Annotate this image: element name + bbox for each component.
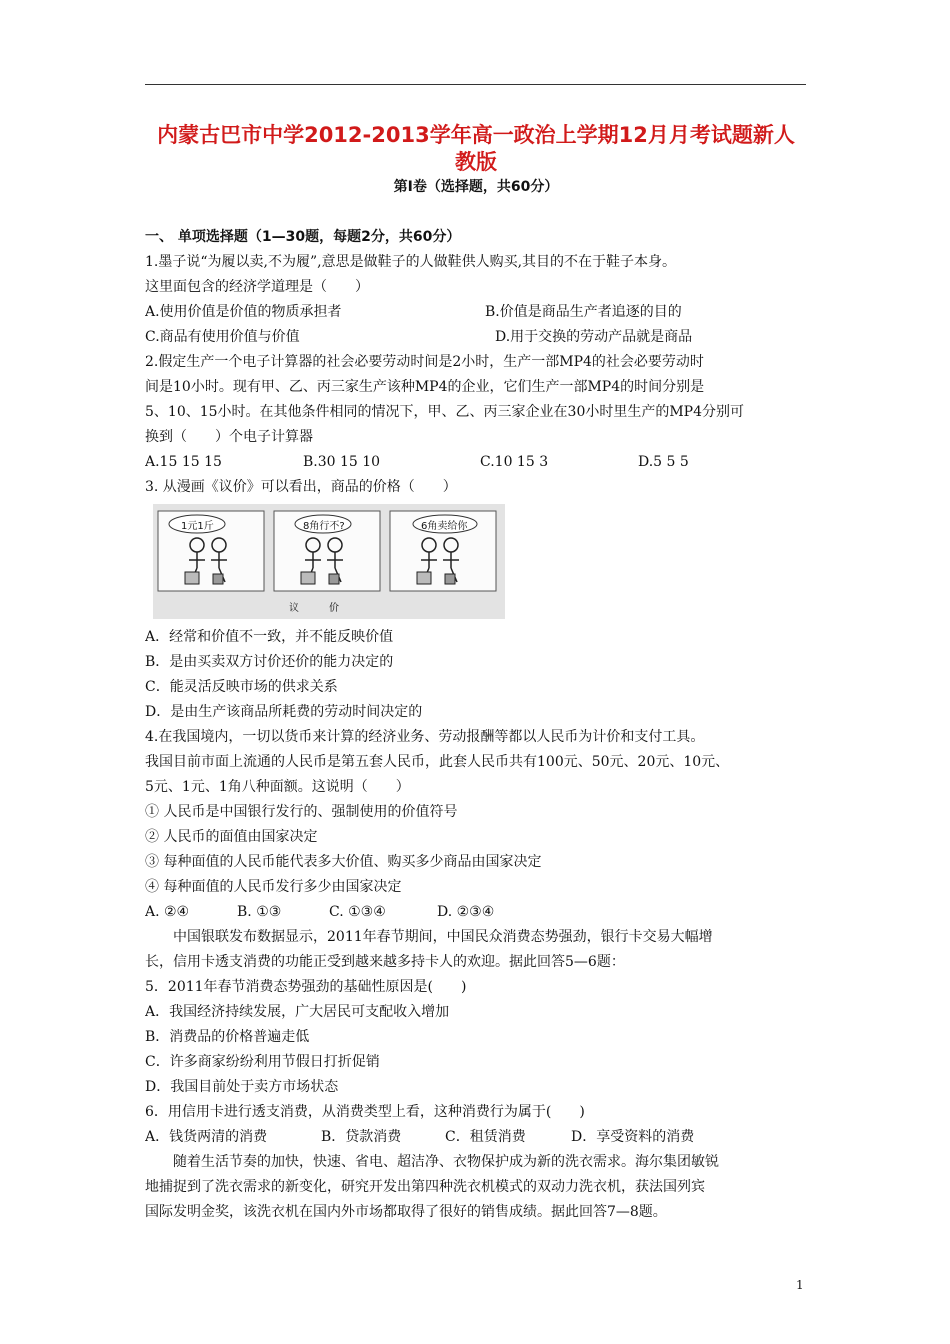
q6-option-d: D．享受资料的消费: [571, 1129, 695, 1145]
q1-option-a: A.使用价值是价值的物质承担者: [145, 304, 342, 320]
q3-stem: 3. 从漫画《议价》可以看出，商品的价格（ ）: [145, 479, 457, 495]
passage2-line-3: 国际发明金奖，该洗衣机在国内外市场都取得了很好的销售成绩。据此回答7—8题。: [145, 1204, 667, 1220]
q4-item-2: ② 人民币的面值由国家决定: [145, 829, 318, 845]
q4-item-3: ③ 每种面值的人民币能代表多大价值、购买多少商品由国家决定: [145, 854, 542, 870]
cartoon-caption: 议价: [289, 603, 369, 614]
passage1-line-1: 中国银联发布数据显示，2011年春节期间，中国民众消费态势强劲，银行卡交易大幅增: [173, 929, 713, 945]
cartoon-panel-3: [389, 510, 497, 592]
cartoon-panel-1: [157, 510, 265, 592]
question-1: [145, 250, 810, 350]
question-2: [145, 350, 810, 475]
question-5: [145, 975, 810, 1100]
q4-option-b: B. ①③: [237, 904, 282, 920]
q4-stem-line-3: 5元、1元、1角八种面额。这说明（ ）: [145, 779, 410, 795]
q1-option-b: B.价值是商品生产者追逐的目的: [485, 304, 682, 320]
q2-stem-line-3: 5、10、15小时。在其他条件相同的情况下，甲、乙、丙三家企业在30小时里生产的MP4分别可: [145, 404, 745, 420]
q2-stem-line-2: 间是10小时。现有甲、乙、丙三家生产该种MP4的企业，它们生产一部MP4的时间分别是: [145, 379, 705, 395]
q2-stem-line-4: 换到（ ）个电子计算器: [145, 429, 313, 445]
q6-option-a: A．钱货两清的消费: [145, 1129, 268, 1145]
q5-stem: 5．2011年春节消费态势强劲的基础性原因是( ): [145, 979, 467, 995]
q2-stem-line-1: 2.假定生产一个电子计算器的社会必要劳动时间是2小时，生产一部MP4的社会必要劳动时: [145, 354, 704, 370]
passage2-line-1: 随着生活节奏的加快，快速、省电、超洁净、衣物保护成为新的洗衣需求。海尔集团敏锐: [173, 1154, 719, 1170]
bubble-2: 8角行不?: [303, 521, 345, 532]
title-line-1: 内蒙古巴市中学2012-2013学年高一政治上学期12月月考试题新人: [157, 123, 795, 147]
document-subtitle: 第Ⅰ卷（选择题，共60分）: [393, 179, 559, 195]
q2-option-c: C.10 15 3: [480, 454, 549, 470]
bubble-3: 6角卖给你: [421, 521, 468, 532]
q6-options-row: [145, 1125, 810, 1150]
q1-options-row-1: [145, 300, 810, 325]
q4-item-1: ① 人民币是中国银行发行的、强制使用的价值符号: [145, 804, 458, 820]
document-title: [140, 122, 812, 176]
q1-option-d: D.用于交换的劳动产品就是商品: [495, 329, 693, 345]
q3-option-c: C．能灵活反映市场的供求关系: [145, 679, 338, 695]
page-number: 1: [796, 1278, 804, 1292]
q1-options-row-2: [145, 325, 810, 350]
q3-option-b: B．是由买卖双方讨价还价的能力决定的: [145, 654, 394, 670]
title-line-2: 教版: [455, 150, 497, 174]
section-heading: 一、 单项选择题（1—30题，每题2分，共60分）: [145, 229, 461, 245]
q5-option-c: C．许多商家纷纷利用节假日打折促销: [145, 1054, 380, 1070]
q1-option-c: C.商品有使用价值与价值: [145, 329, 300, 345]
header-rule: [145, 84, 806, 85]
q6-option-b: B．贷款消费: [321, 1129, 402, 1145]
q5-option-d: D．我国目前处于卖方市场状态: [145, 1079, 339, 1095]
q4-stem-line-2: 我国目前市面上流通的人民币是第五套人民币，此套人民币共有100元、50元、20元、10元、: [145, 754, 730, 770]
q2-options-row: [145, 450, 810, 475]
q6-stem: 6．用信用卡进行透支消费，从消费类型上看，这种消费行为属于( ): [145, 1104, 585, 1120]
q2-option-d: D.5 5 5: [638, 454, 689, 470]
q4-option-a: A. ②④: [145, 904, 190, 920]
q3-option-a: A．经常和价值不一致，并不能反映价值: [145, 629, 394, 645]
q4-stem-line-1: 4.在我国境内，一切以货币来计算的经济业务、劳动报酬等都以人民币为计价和支付工具。: [145, 729, 705, 745]
q4-option-c: C. ①③④: [329, 904, 386, 920]
passage-7-8: [145, 1150, 810, 1225]
q2-option-b: B.30 15 10: [303, 454, 381, 470]
passage2-line-2: 地捕捉到了洗衣需求的新变化，研究开发出第四种洗衣机模式的双动力洗衣机，获法国列宾: [145, 1179, 705, 1195]
q3-option-d: D．是由生产该商品所耗费的劳动时间决定的: [145, 704, 423, 720]
bubble-1: 1元1斤: [181, 521, 214, 532]
q4-item-4: ④ 每种面值的人民币发行多少由国家决定: [145, 879, 402, 895]
exam-content: [145, 225, 810, 1225]
q4-options-row: [145, 900, 810, 925]
q1-stem-line-2: 这里面包含的经济学道理是（ ）: [145, 279, 369, 295]
question-4: [145, 725, 810, 925]
q6-option-c: C．租赁消费: [445, 1129, 526, 1145]
q5-option-b: B．消费品的价格普遍走低: [145, 1029, 310, 1045]
cartoon-panel-2: [273, 510, 381, 592]
q5-option-a: A．我国经济持续发展，广大居民可支配收入增加: [145, 1004, 450, 1020]
passage1-line-2: 长，信用卡透支消费的功能正受到越来越多持卡人的欢迎。据此回答5—6题：: [145, 954, 625, 970]
q1-stem-line-1: 1.墨子说“为履以卖,不为履”,意思是做鞋子的人做鞋供人购买,其目的不在于鞋子本身。: [145, 254, 677, 270]
bargaining-cartoon: [153, 504, 505, 619]
q2-option-a: A.15 15 15: [145, 454, 222, 470]
question-3: [145, 475, 810, 725]
question-6: [145, 1100, 810, 1150]
q4-option-d: D. ②③④: [437, 904, 495, 920]
passage-5-6: [145, 925, 810, 975]
